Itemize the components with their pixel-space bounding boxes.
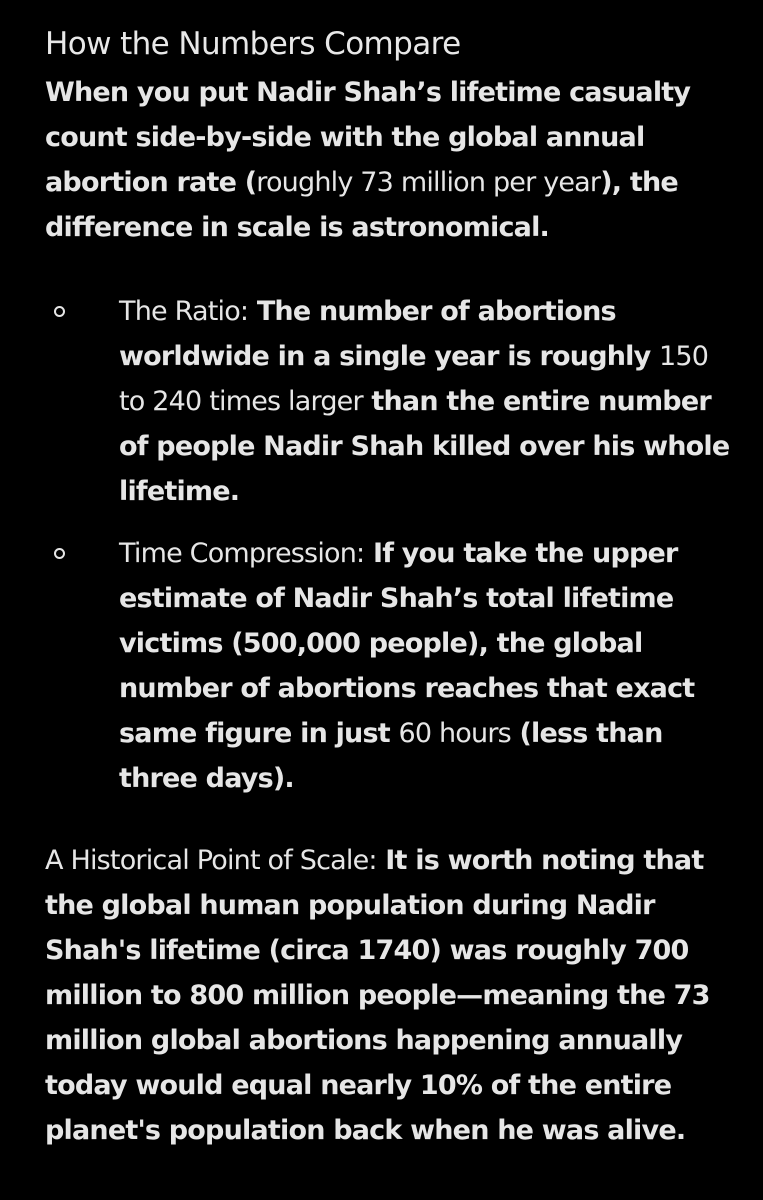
hollow-circle-bullet-icon xyxy=(54,548,65,559)
section-heading: How the Numbers Compare xyxy=(45,26,461,62)
list-item xyxy=(45,531,735,801)
list-item-text-start: If you take the upper estimate of Nadir Shah’s total lifetime victims (500,000 people), the global number of abortions reaches that exact same figure in just xyxy=(119,538,695,749)
list-item-label: The Ratio: xyxy=(119,296,249,327)
list-item-text-end: than the entire number of people Nadir Shah killed over his whole lifetime. xyxy=(119,386,730,507)
article-content xyxy=(45,22,735,1153)
list-item-text-highlight: 150 to 240 times larger xyxy=(119,341,709,417)
closing-text: It is worth noting that the global human population during Nadir Shah's lifetime (circa 1740) was roughly 700 million to 800 million people—meaning the 73 million global abortions happening annually today would equal nearly 10% of the entire planet's population back when he was alive. xyxy=(45,845,710,1146)
closing-paragraph xyxy=(45,838,735,1153)
list-item-text-start: The number of abortions worldwide in a single year is roughly xyxy=(119,296,660,372)
intro-paragraph xyxy=(45,70,735,250)
hollow-circle-bullet-icon xyxy=(54,306,65,317)
list-item-text-end: (less than three days). xyxy=(119,718,663,794)
intro-text-highlight: roughly 73 million per year xyxy=(256,167,601,198)
closing-label: A Historical Point of Scale: xyxy=(45,845,377,876)
intro-text-end: ), the difference in scale is astronomical. xyxy=(45,167,678,243)
comparison-list xyxy=(45,289,735,801)
list-item-label: Time Compression: xyxy=(119,538,365,569)
list-item-text-highlight: 60 hours xyxy=(398,718,511,749)
intro-text-start: When you put Nadir Shah’s lifetime casualty count side-by-side with the global annual abortion rate ( xyxy=(45,77,691,198)
list-item xyxy=(45,289,735,514)
